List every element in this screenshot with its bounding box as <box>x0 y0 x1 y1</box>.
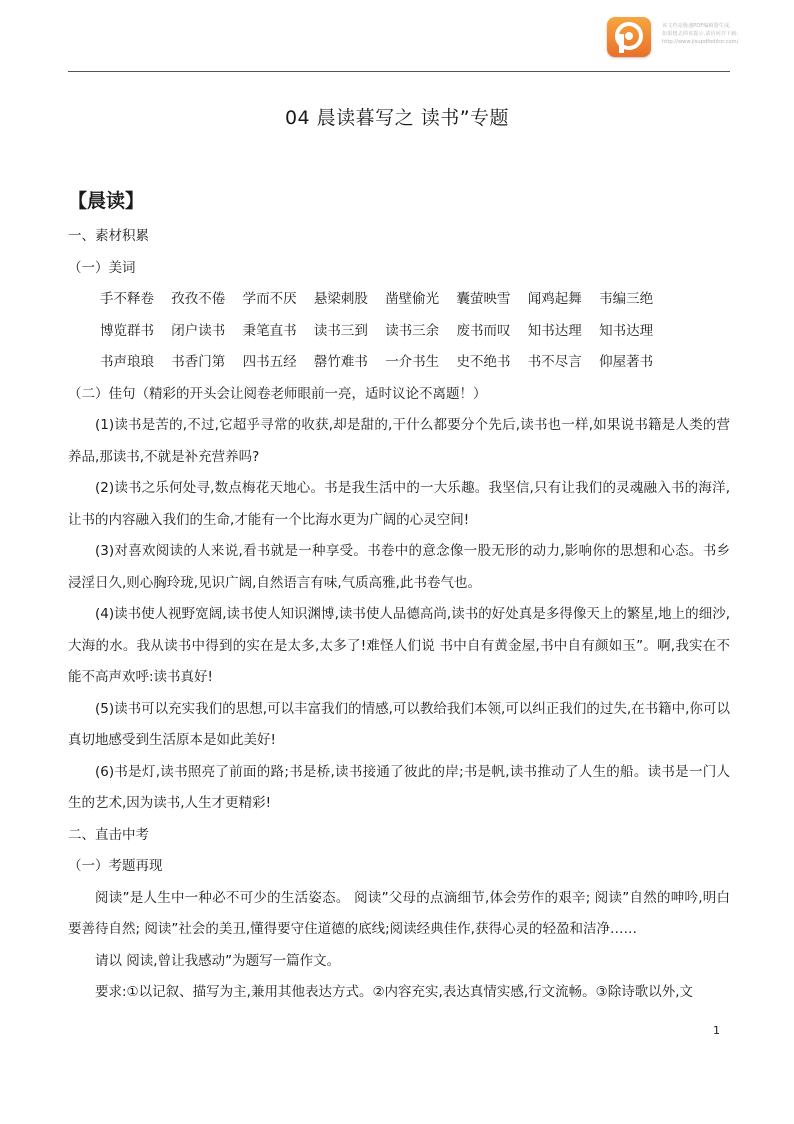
watermark-link[interactable]: http://www.jisupdfeditor.com/ <box>662 39 739 45</box>
document-title: 04 晨读暮写之 读书”专题 <box>284 107 510 129</box>
section-heading-exam: 二、直击中考 <box>68 826 149 843</box>
p-logo-icon <box>607 17 651 57</box>
word-item: 博览群书 <box>100 322 154 339</box>
word-item: 罄竹难书 <box>313 354 368 370</box>
word-item: 学而不厌 <box>242 291 297 307</box>
exam-prompt-paragraph: 阅读”是人生中一种必不可少的生活姿态。 阅读”父母的点滴细节,体会劳作的艰辛; 阅读”自然的呻吟,明白要善待自然; 阅读”社会的美丑,懂得要守住道德的底线;阅读经典佳作,获得心灵的轻盈和洁净…… <box>68 889 730 937</box>
word-item: 废书而叹 <box>456 322 511 339</box>
word-item: 孜孜不倦 <box>171 291 226 307</box>
word-row <box>68 347 730 379</box>
word-item: 读书三到 <box>313 322 368 339</box>
word-item: 仰屋著书 <box>599 354 654 370</box>
word-item: 闭户读书 <box>171 322 226 339</box>
word-item: 知书达理 <box>599 322 654 339</box>
section-heading-chendu: 【晨读】 <box>68 190 145 212</box>
word-row <box>68 316 730 348</box>
exam-instruction: 请以 阅读,曾让我感动”为题写一篇作文。 <box>95 952 341 969</box>
word-item: 四书五经 <box>242 354 297 370</box>
pdf-editor-logo <box>607 17 651 57</box>
subheading-exam-review: （一）考题再现 <box>68 858 163 874</box>
subheading-words: （一）美词 <box>68 259 136 276</box>
word-item: 囊萤映雪 <box>456 291 511 307</box>
word-item: 史不绝书 <box>456 354 511 370</box>
word-item: 读书三余 <box>385 322 440 339</box>
sentence-paragraph: (2)读书之乐何处寻,数点梅花天地心。书是我生活中的一大乐趣。我坚信,只有让我们的灵魂融入书的海洋,让书的内容融入我们的生命,才能有一个比海水更为广阔的心灵空间! <box>68 480 730 528</box>
sentence-paragraph: (1)读书是苦的,不过,它超乎寻常的收获,却是甜的,干什么都要分个先后,读书也一样,如果说书籍是人类的营养品,那读书,不就是补充营养吗? <box>68 417 730 465</box>
header-divider <box>68 71 730 72</box>
word-item: 书声琅琅 <box>100 354 154 370</box>
section-heading-materials: 一、素材积累 <box>68 228 149 244</box>
subheading-sentences: （二）佳句（精彩的开头会让阅卷老师眼前一亮，适时议论不离题！） <box>68 385 487 402</box>
word-item: 知书达理 <box>527 322 582 339</box>
word-item: 书香门第 <box>171 354 226 370</box>
word-item: 韦编三绝 <box>599 291 654 307</box>
word-item: 手不释卷 <box>100 291 154 307</box>
sentence-paragraph: (4)读书使人视野宽阔,读书使人知识渊博,读书使人品德高尚,读书的好处真是多得像天上的繁星,地上的细沙,大海的水。我从读书中得到的实在是太多,太多了!难怪人们说 书中自有黄金屋,书中自有颜如玉”。啊,我实在不能不高声欢呼:读书真好! <box>68 606 730 685</box>
word-item: 悬梁刺股 <box>313 291 368 307</box>
word-item: 书不尽言 <box>527 354 582 370</box>
page-number: 1 <box>713 1024 720 1037</box>
document-body <box>68 185 730 1009</box>
watermark-line: 如果想去掉该提示,请访问并下载: <box>662 31 739 37</box>
word-item: 闻鸡起舞 <box>527 291 582 307</box>
watermark-notice <box>662 22 792 46</box>
word-item: 一介书生 <box>385 354 440 370</box>
word-item: 凿壁偷光 <box>385 291 440 307</box>
watermark-line: 该文档是极速PDF编辑器生成, <box>662 23 731 29</box>
word-item: 秉笔直书 <box>242 322 297 339</box>
sentence-paragraph: (3)对喜欢阅读的人来说,看书就是一种享受。书卷中的意念像一股无形的动力,影响你的思想和心态。书乡浸淫日久,则心胸玲珑,见识广阔,自然语言有味,气质高雅,此书卷气也。 <box>68 543 730 591</box>
sentence-paragraph: (6)书是灯,读书照亮了前面的路;书是桥,读书接通了彼此的岸;书是帆,读书推动了人生的船。读书是一门人生的艺术,因为读书,人生才更精彩! <box>68 763 730 811</box>
word-row <box>68 284 730 316</box>
sentence-paragraph: (5)读书可以充实我们的思想,可以丰富我们的情感,可以教给我们本领,可以纠正我们的过失,在书籍中,你可以真切地感受到生活原本是如此美好! <box>68 700 730 748</box>
exam-requirements: 要求:①以记叙、描写为主,兼用其他表达方式。②内容充实,表达真情实感,行文流畅。③除诗歌以外,文 <box>95 984 694 1000</box>
